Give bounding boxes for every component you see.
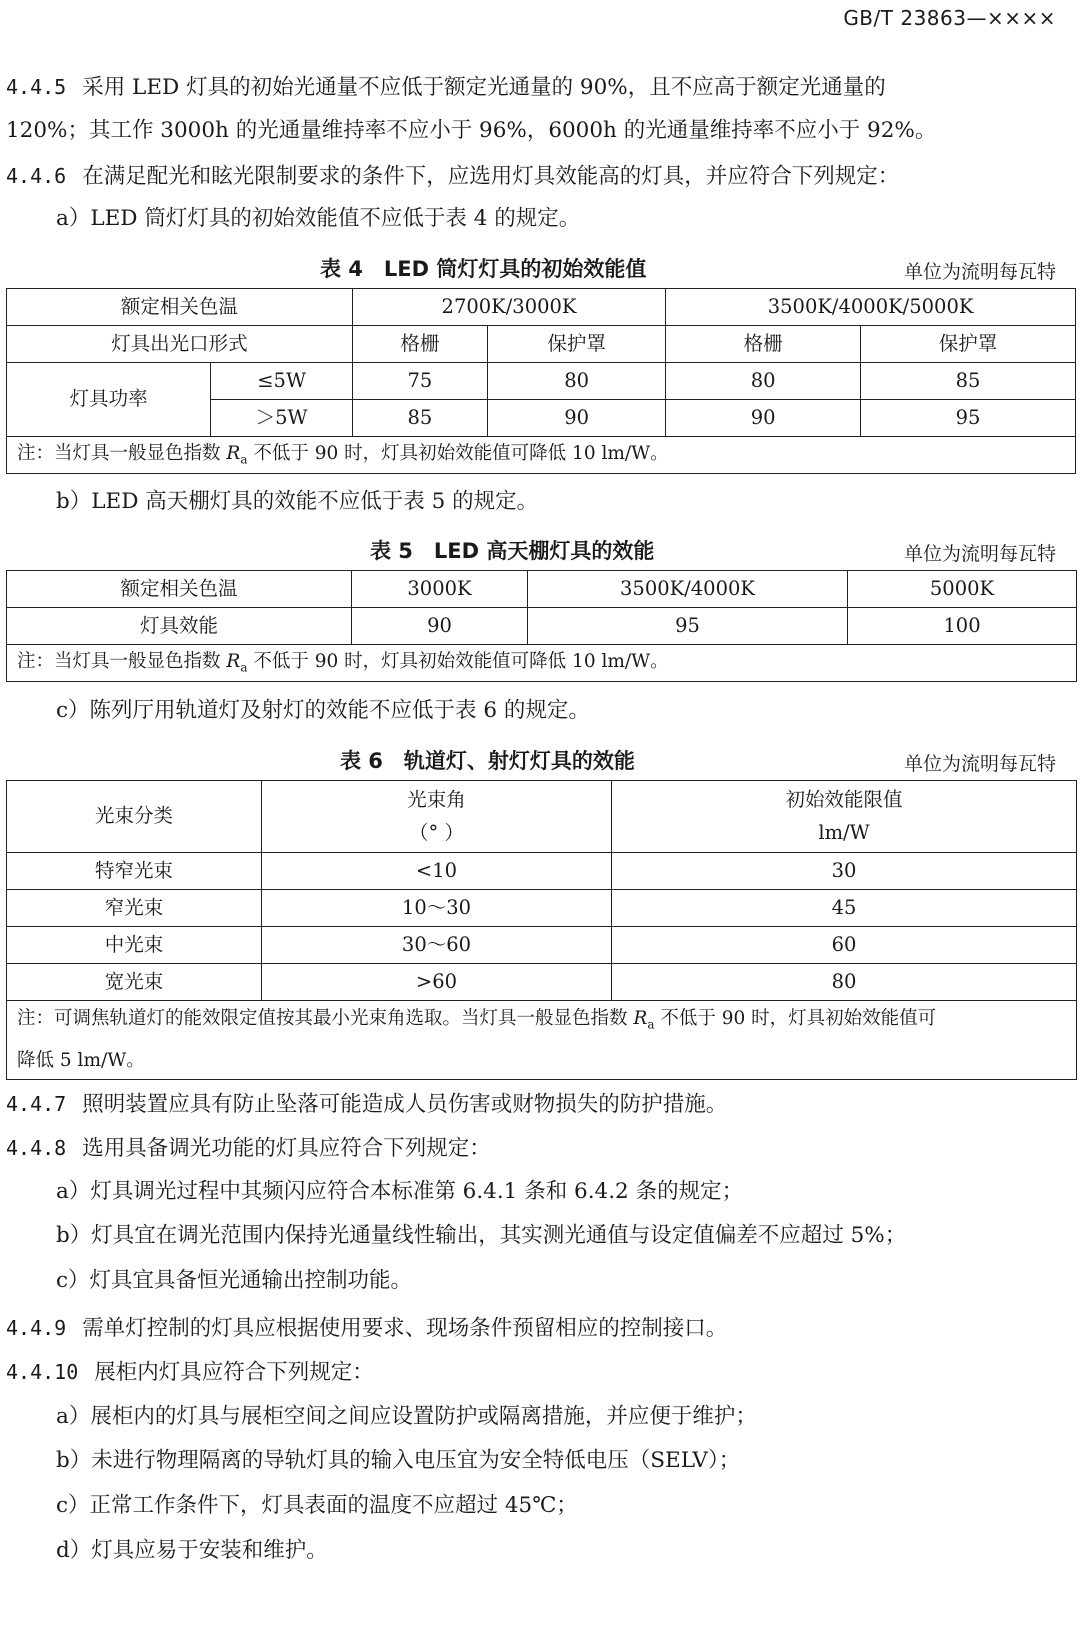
clause-number: 4.4.5: [6, 75, 67, 99]
table4-cct-group-1: 2700K/3000K: [352, 289, 665, 326]
table4-cct-group-2: 3500K/4000K/5000K: [666, 289, 1076, 326]
table4-header-power: 灯具功率: [7, 363, 211, 437]
item-c: c）陈列厅用轨道灯及射灯的效能不应低于表 6 的规定。: [56, 698, 590, 723]
note-text: 注：可调焦轨道灯的能效限定值按其最小光束角选取。当灯具一般显色指数: [17, 1008, 634, 1029]
table4-header-cct: 额定相关色温: [7, 289, 353, 326]
clause-text: 120%；其工作 3000h 的光通量维持率不应小于 96%，6000h 的光通量维持率不应小于 92%。: [6, 118, 937, 143]
table6-row-value: 80: [612, 964, 1077, 1001]
item-c: c）正常工作条件下，灯具表面的温度不应超过 45℃；: [56, 1493, 578, 1518]
clause-4-4-5-cont: [6, 116, 936, 146]
note-text: 不低于 90 时，灯具初始效能值可降低 10 lm/W。: [247, 651, 669, 673]
table5-header-cct: 额定相关色温: [7, 571, 352, 608]
symbol-r: R: [633, 1008, 648, 1029]
item-b: b）LED 高天棚灯具的效能不应低于表 5 的规定。: [56, 489, 539, 514]
note-text: 注：当灯具一般显色指数: [17, 443, 227, 465]
table5-cell: 100: [848, 608, 1077, 645]
table6-header-class: 光束分类: [7, 781, 262, 853]
table4-cover-1: 保护罩: [488, 326, 666, 363]
note-text: 不低于 90 时，灯具初始效能值可: [654, 1008, 937, 1029]
table5-cell: 90: [352, 608, 528, 645]
note-text: 降低 5 lm/W。: [17, 1049, 145, 1071]
table5-header-efficacy: 灯具效能: [7, 608, 352, 645]
symbol-sub: a: [647, 1017, 655, 1032]
table6-row-angle: >60: [262, 964, 612, 1001]
table4-cell: 85: [352, 400, 487, 437]
item-b: b）灯具宜在调光范围内保持光通量线性输出，其实测光通值与设定值偏差不应超过 5%；: [56, 1223, 907, 1248]
clause-4-4-8: [6, 1133, 491, 1164]
table4-cell: 75: [352, 363, 487, 400]
table6-row-name: 窄光束: [7, 890, 262, 927]
table5: [6, 570, 1077, 682]
table4: [6, 288, 1076, 474]
table5-cct-1: 3000K: [352, 571, 528, 608]
table4-cover-2: 保护罩: [861, 326, 1076, 363]
clause-text: 选用具备调光功能的灯具应符合下列规定：: [82, 1136, 491, 1161]
ra-symbol: [226, 443, 248, 467]
table4-caption: 表 4 LED 筒灯灯具的初始效能值: [320, 257, 647, 281]
table6-row-angle: <10: [262, 853, 612, 890]
angle-unit: （° ）: [409, 820, 464, 844]
clause-number: 4.4.9: [6, 1316, 67, 1340]
clause-text: 需单灯控制的灯具应根据使用要求、现场条件预留相应的控制接口。: [82, 1316, 728, 1341]
symbol-r: R: [226, 443, 241, 465]
table4-row-label: ＞5W: [211, 400, 352, 437]
table4-grille-2: 格栅: [666, 326, 861, 363]
table4-cell: 90: [666, 400, 861, 437]
table6-row-value: 45: [612, 890, 1077, 927]
clause-4-4-5: [6, 72, 886, 103]
clause-number: 4.4.8: [6, 1136, 67, 1160]
note-text: 不低于 90 时，灯具初始效能值可降低 10 lm/W。: [247, 443, 669, 465]
item-b: b）未进行物理隔离的导轨灯具的输入电压宜为安全特低电压（SELV）；: [56, 1448, 741, 1473]
item-d: d）灯具应易于安装和维护。: [56, 1538, 328, 1563]
clause-number: 4.4.10: [6, 1360, 79, 1384]
table4-cell: 85: [861, 363, 1076, 400]
table5-cell: 95: [528, 608, 848, 645]
clause-text: 展柜内灯具应符合下列规定：: [94, 1360, 374, 1385]
table5-caption: 表 5 LED 高天棚灯具的效能: [370, 539, 655, 563]
ra-symbol: [633, 1008, 655, 1032]
limit-label: 初始效能限值: [785, 788, 903, 812]
angle-label: 光束角: [407, 788, 466, 812]
table4-cell: 80: [666, 363, 861, 400]
table4-unit: 单位为流明每瓦特: [903, 261, 1056, 283]
clause-number: 4.4.7: [6, 1092, 67, 1116]
table6-row-value: 60: [612, 927, 1077, 964]
clause-4-4-6: [6, 161, 899, 192]
table4-cell: 95: [861, 400, 1076, 437]
clause-text: 在满足配光和眩光限制要求的条件下，应选用灯具效能高的灯具，并应符合下列规定：: [82, 164, 900, 189]
item-a: a）LED 筒灯灯具的初始效能值不应低于表 4 的规定。: [56, 206, 581, 231]
clause-4-4-7: [6, 1089, 727, 1120]
table4-cell: 80: [488, 363, 666, 400]
item-a: a）展柜内的灯具与展柜空间之间应设置防护或隔离措施，并应便于维护；: [56, 1404, 757, 1429]
table6-row-angle: 30～60: [262, 927, 612, 964]
table6-row-name: 中光束: [7, 927, 262, 964]
clause-text: 采用 LED 灯具的初始光通量不应低于额定光通量的 90%，且不应高于额定光通量的: [82, 75, 886, 100]
table6-note: [7, 1001, 1077, 1080]
table4-note: [7, 437, 1076, 474]
table5-cct-3: 5000K: [848, 571, 1077, 608]
table6-row-name: 宽光束: [7, 964, 262, 1001]
clause-text: 照明装置应具有防止坠落可能造成人员伤害或财物损失的防护措施。: [82, 1092, 728, 1117]
symbol-sub: a: [240, 660, 248, 675]
table6-caption: 表 6 轨道灯、射灯灯具的效能: [340, 749, 635, 773]
clause-4-4-10: [6, 1357, 374, 1388]
table6-header-angle: [262, 781, 612, 853]
clause-4-4-9: [6, 1313, 727, 1344]
table6-row-name: 特窄光束: [7, 853, 262, 890]
table5-unit: 单位为流明每瓦特: [903, 543, 1056, 565]
table6-unit: 单位为流明每瓦特: [903, 753, 1056, 775]
item-c: c）灯具宜具备恒光通输出控制功能。: [56, 1268, 413, 1293]
table5-cct-2: 3500K/4000K: [528, 571, 848, 608]
ra-symbol: [226, 651, 248, 675]
symbol-r: R: [226, 651, 241, 673]
clause-number: 4.4.6: [6, 164, 67, 188]
table4-cell: 90: [488, 400, 666, 437]
table6: [6, 780, 1077, 1080]
table4-header-form: 灯具出光口形式: [7, 326, 353, 363]
table4-row-label: ≤5W: [211, 363, 352, 400]
table6-row-angle: 10～30: [262, 890, 612, 927]
table5-note: [7, 645, 1077, 682]
item-a: a）灯具调光过程中其频闪应符合本标准第 6.4.1 条和 6.4.2 条的规定；: [56, 1179, 744, 1204]
symbol-sub: a: [240, 452, 248, 467]
table6-header-limit: [612, 781, 1077, 853]
note-text: 注：当灯具一般显色指数: [17, 651, 227, 673]
limit-unit: lm/W: [818, 820, 870, 844]
table4-grille-1: 格栅: [352, 326, 487, 363]
table6-row-value: 30: [612, 853, 1077, 890]
standard-number: GB/T 23863—××××: [843, 6, 1056, 30]
